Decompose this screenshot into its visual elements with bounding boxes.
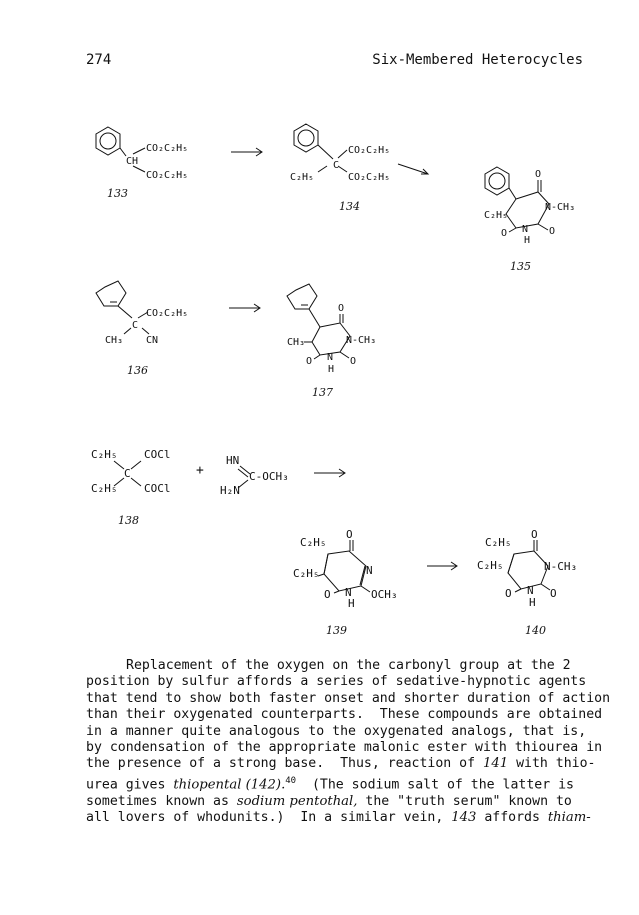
compound-label-134: 134 — [339, 200, 360, 213]
compound-136 — [96, 281, 188, 377]
oxygen-text: O — [346, 528, 353, 541]
compound-134 — [290, 124, 390, 213]
c-text: C — [333, 160, 340, 171]
ethyl-text: C₂H₅ — [290, 172, 315, 183]
compound-ref: 143 — [451, 810, 477, 826]
imine-text: HN — [226, 454, 240, 467]
ester-text: CO₂C₂H₅ — [348, 172, 391, 183]
ester-text: CO₂C₂H₅ — [146, 143, 189, 154]
text-run: the "truth serum" known to — [357, 793, 572, 809]
text-line: Replacement of the oxygen on the carbonyl group at the 2 — [126, 658, 571, 673]
nitrogen-text: N — [527, 584, 534, 597]
hydrogen-text: H — [524, 235, 531, 246]
compound-135 — [484, 167, 575, 273]
hydrogen-text: H — [529, 596, 536, 609]
methyl-text: CH₃ — [287, 337, 306, 348]
text-line: than their oxygenated counterparts. These compounds are obtained — [86, 707, 603, 723]
ethyl-text: C₂H₅ — [300, 536, 327, 549]
drug-name: sodium pentothal, — [236, 793, 358, 809]
n-methyl-text: N-CH₃ — [545, 202, 576, 213]
compound-label-135: 135 — [510, 260, 531, 273]
o-methylisourea — [220, 454, 289, 497]
methyl-text: CH₃ — [105, 335, 124, 346]
n-methyl-text: N-CH₃ — [544, 560, 578, 573]
oxygen-text: O — [550, 587, 557, 600]
oxygen-text: O — [324, 588, 331, 601]
text-line: position by sulfur affords a series of sedative-hypnotic agents — [86, 674, 587, 690]
oxygen-text: O — [350, 356, 357, 367]
text-run: (The sodium salt of the latter is — [296, 777, 574, 793]
nitrile-text: CN — [146, 335, 159, 346]
c-text: C — [124, 467, 131, 480]
compound-140 — [477, 528, 577, 637]
methoxy-text: OCH₃ — [371, 588, 398, 601]
oxygen-text: O — [531, 528, 538, 541]
compound-label-136: 136 — [127, 364, 148, 377]
compound-139 — [293, 528, 398, 637]
compound-label-140: 140 — [525, 624, 546, 637]
compound-label-138: 138 — [118, 514, 139, 527]
text-line: by condensation of the appropriate malonic ester with thiourea in — [86, 740, 603, 756]
compound-label-133: 133 — [107, 187, 128, 200]
nitrogen-text: N — [327, 352, 334, 363]
compound-label-137: 137 — [312, 386, 333, 399]
oxygen-text: O — [535, 169, 542, 180]
ethyl-text: C₂H₅ — [91, 448, 118, 461]
drug-name: thiam- — [547, 810, 591, 826]
oxygen-text: O — [549, 226, 556, 237]
ethyl-text: C₂H₅ — [485, 536, 512, 549]
text-run: all lovers of whodunits.) In a similar vein, — [86, 810, 452, 826]
citation-superscript: 40 — [285, 775, 297, 786]
text-line: in a manner quite analogous to the oxygenated analogs, that is, — [86, 723, 587, 739]
compound-137 — [287, 284, 376, 399]
compound-ref: 141 — [482, 756, 509, 772]
text-run: sometimes known as — [86, 793, 237, 809]
oxygen-text: O — [338, 303, 345, 314]
text-run: the presence of a strong base. Thus, reaction of — [86, 756, 483, 772]
ester-text: CO₂C₂H₅ — [146, 308, 189, 319]
ethyl-text: C₂H₅ — [477, 559, 504, 572]
ch-text: CH — [126, 156, 139, 167]
body-paragraph — [86, 658, 611, 826]
oxygen-text: O — [505, 587, 512, 600]
running-title: Six-Membered Heterocycles — [372, 52, 583, 68]
hydrogen-text: H — [348, 597, 355, 610]
text-run: with thio- — [508, 756, 596, 772]
c-text: C — [132, 320, 139, 331]
plus-sign: + — [196, 463, 204, 478]
ethyl-text: C₂H₅ — [484, 210, 509, 221]
ester-text: CO₂C₂H₅ — [146, 170, 189, 181]
nitrogen-text: N — [366, 564, 373, 577]
n-methyl-text: N-CH₃ — [346, 335, 377, 346]
page-number: 274 — [86, 52, 112, 68]
nitrogen-text: N — [522, 224, 529, 235]
text-line — [86, 773, 586, 794]
amine-text: H₂N — [220, 484, 240, 497]
text-run: affords — [476, 810, 548, 826]
text-run: urea gives — [86, 777, 174, 793]
methoxy-carbon-text: C-OCH₃ — [249, 470, 289, 483]
nitrogen-text: N — [345, 586, 352, 599]
ethyl-text: C₂H₅ — [91, 482, 118, 495]
hydrogen-text: H — [328, 364, 335, 375]
text-line: that tend to show both faster onset and shorter duration of action — [86, 690, 611, 706]
oxygen-text: O — [501, 228, 508, 239]
compound-138 — [91, 448, 171, 527]
compound-label-139: 139 — [326, 624, 347, 637]
text-line — [86, 810, 591, 826]
ethyl-text: C₂H₅ — [293, 567, 320, 580]
acyl-chloride-text: COCl — [144, 448, 171, 461]
text-line — [86, 756, 596, 772]
text-line — [86, 794, 586, 810]
oxygen-text: O — [306, 356, 313, 367]
acyl-chloride-text: COCl — [144, 482, 171, 495]
compound-133 — [96, 127, 188, 200]
ester-text: CO₂C₂H₅ — [348, 145, 391, 156]
drug-name: thiopental (142). — [173, 777, 286, 793]
